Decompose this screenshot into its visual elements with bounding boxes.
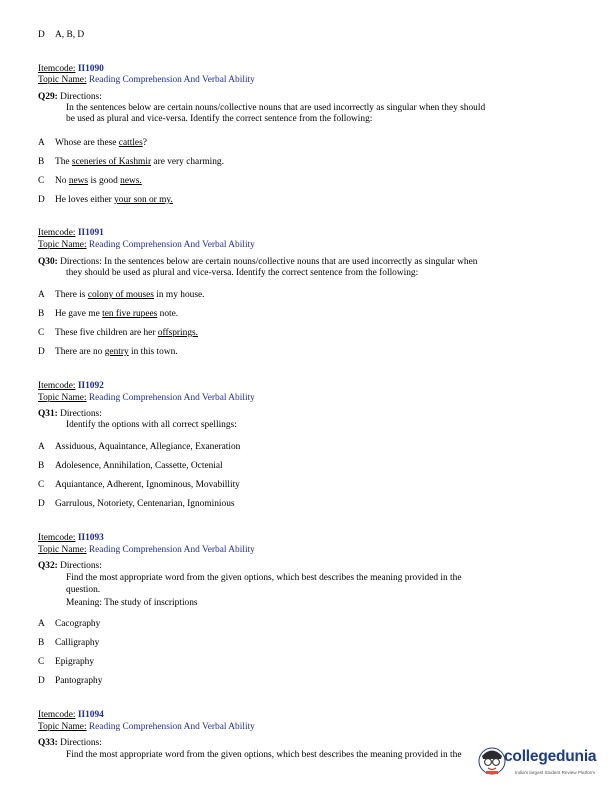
mascot-icon xyxy=(477,746,507,776)
question-header: Q33: Directions: xyxy=(38,738,102,748)
option-c[interactable]: C No news is good news. xyxy=(38,176,142,186)
watermark-brand: collegedunia xyxy=(504,748,597,765)
option-d[interactable]: D There are no gentry in this town. xyxy=(38,347,178,357)
option-a[interactable]: A Assiduous, Aquaintance, Allegiance, Exaneration xyxy=(38,442,241,452)
option-a[interactable]: A There is colony of mouses in my house. xyxy=(38,290,205,300)
option-a[interactable]: A Whose are these cattles? xyxy=(38,138,147,148)
meaning-text: Meaning: The study of inscriptions xyxy=(66,598,198,608)
directions-text: Identify the options with all correct spellings: xyxy=(66,420,237,430)
topic-line: Topic Name: Reading Comprehension And Verbal Ability xyxy=(38,393,255,403)
question-header: Q31: Directions: xyxy=(38,409,102,419)
option-c[interactable]: C Epigraphy xyxy=(38,657,95,667)
option-a[interactable]: A Cacography xyxy=(38,619,101,629)
directions-text: Find the most appropriate word from the given options, which best describes the meaning provided in the xyxy=(66,573,462,583)
itemcode-line: Itemcode: II1093 xyxy=(38,533,104,543)
topic-name: Reading Comprehension And Verbal Ability xyxy=(88,75,255,85)
option-d[interactable]: D Pantography xyxy=(38,676,103,686)
option-c[interactable]: C These five children are her offsprings. xyxy=(38,328,199,338)
itemcode: II1092 xyxy=(77,381,104,391)
option-b[interactable]: B The sceneries of Kashmir are very charming. xyxy=(38,157,224,167)
question-header: Q30: Directions: In the sentences below are certain nouns/collective nouns that are used incorrectly as singular when xyxy=(38,257,478,267)
question-header: Q29: Directions: xyxy=(38,92,102,102)
collegedunia-watermark xyxy=(477,746,609,786)
itemcode: II1094 xyxy=(77,710,104,720)
option-d[interactable]: D He loves either your son or my. xyxy=(38,195,173,205)
directions-text: be used as plural and vice-versa. Identify the correct sentence from the following: xyxy=(66,114,373,124)
option-b[interactable]: B He gave me ten five rupees note. xyxy=(38,309,179,319)
topic-name: Reading Comprehension And Verbal Ability xyxy=(88,722,255,732)
directions-text: they should be used as plural and vice-versa. Identify the correct sentence from the following: xyxy=(66,268,419,278)
directions-text: In the sentences below are certain nouns/collective nouns that are used incorrectly as singular when they should xyxy=(66,103,486,113)
itemcode-line: Itemcode: II1091 xyxy=(38,228,104,238)
option-d[interactable]: D Garrulous, Notoriety, Centenarian, Ignominious xyxy=(38,499,235,509)
itemcode-line: Itemcode: II1094 xyxy=(38,710,104,720)
topic-name: Reading Comprehension And Verbal Ability xyxy=(88,240,255,250)
topic-line: Topic Name: Reading Comprehension And Verbal Ability xyxy=(38,722,255,732)
option-b[interactable]: B Calligraphy xyxy=(38,638,100,648)
itemcode: II1090 xyxy=(77,64,104,74)
option-c[interactable]: C Aquiantance, Adherent, Ignominous, Movabillity xyxy=(38,480,240,490)
option-b[interactable]: B Adolesence, Annihilation, Cassette, Octenial xyxy=(38,461,223,471)
directions-text: Find the most appropriate word from the given options, which best describes the meaning provided in the xyxy=(66,750,462,760)
watermark-tagline: India's largest Student Review Platform xyxy=(515,770,596,775)
topic-name: Reading Comprehension And Verbal Ability xyxy=(88,393,255,403)
topic-name: Reading Comprehension And Verbal Ability xyxy=(88,545,255,555)
previous-answer: D A, B, D xyxy=(38,30,85,40)
itemcode-line: Itemcode: II1092 xyxy=(38,381,104,391)
itemcode: II1093 xyxy=(77,533,104,543)
topic-line: Topic Name: Reading Comprehension And Verbal Ability xyxy=(38,75,255,85)
itemcode: II1091 xyxy=(77,228,104,238)
question-header: Q32: Directions: xyxy=(38,561,102,571)
topic-line: Topic Name: Reading Comprehension And Verbal Ability xyxy=(38,240,255,250)
topic-line: Topic Name: Reading Comprehension And Verbal Ability xyxy=(38,545,255,555)
itemcode-line: Itemcode: II1090 xyxy=(38,64,104,74)
directions-text: question. xyxy=(66,585,101,595)
